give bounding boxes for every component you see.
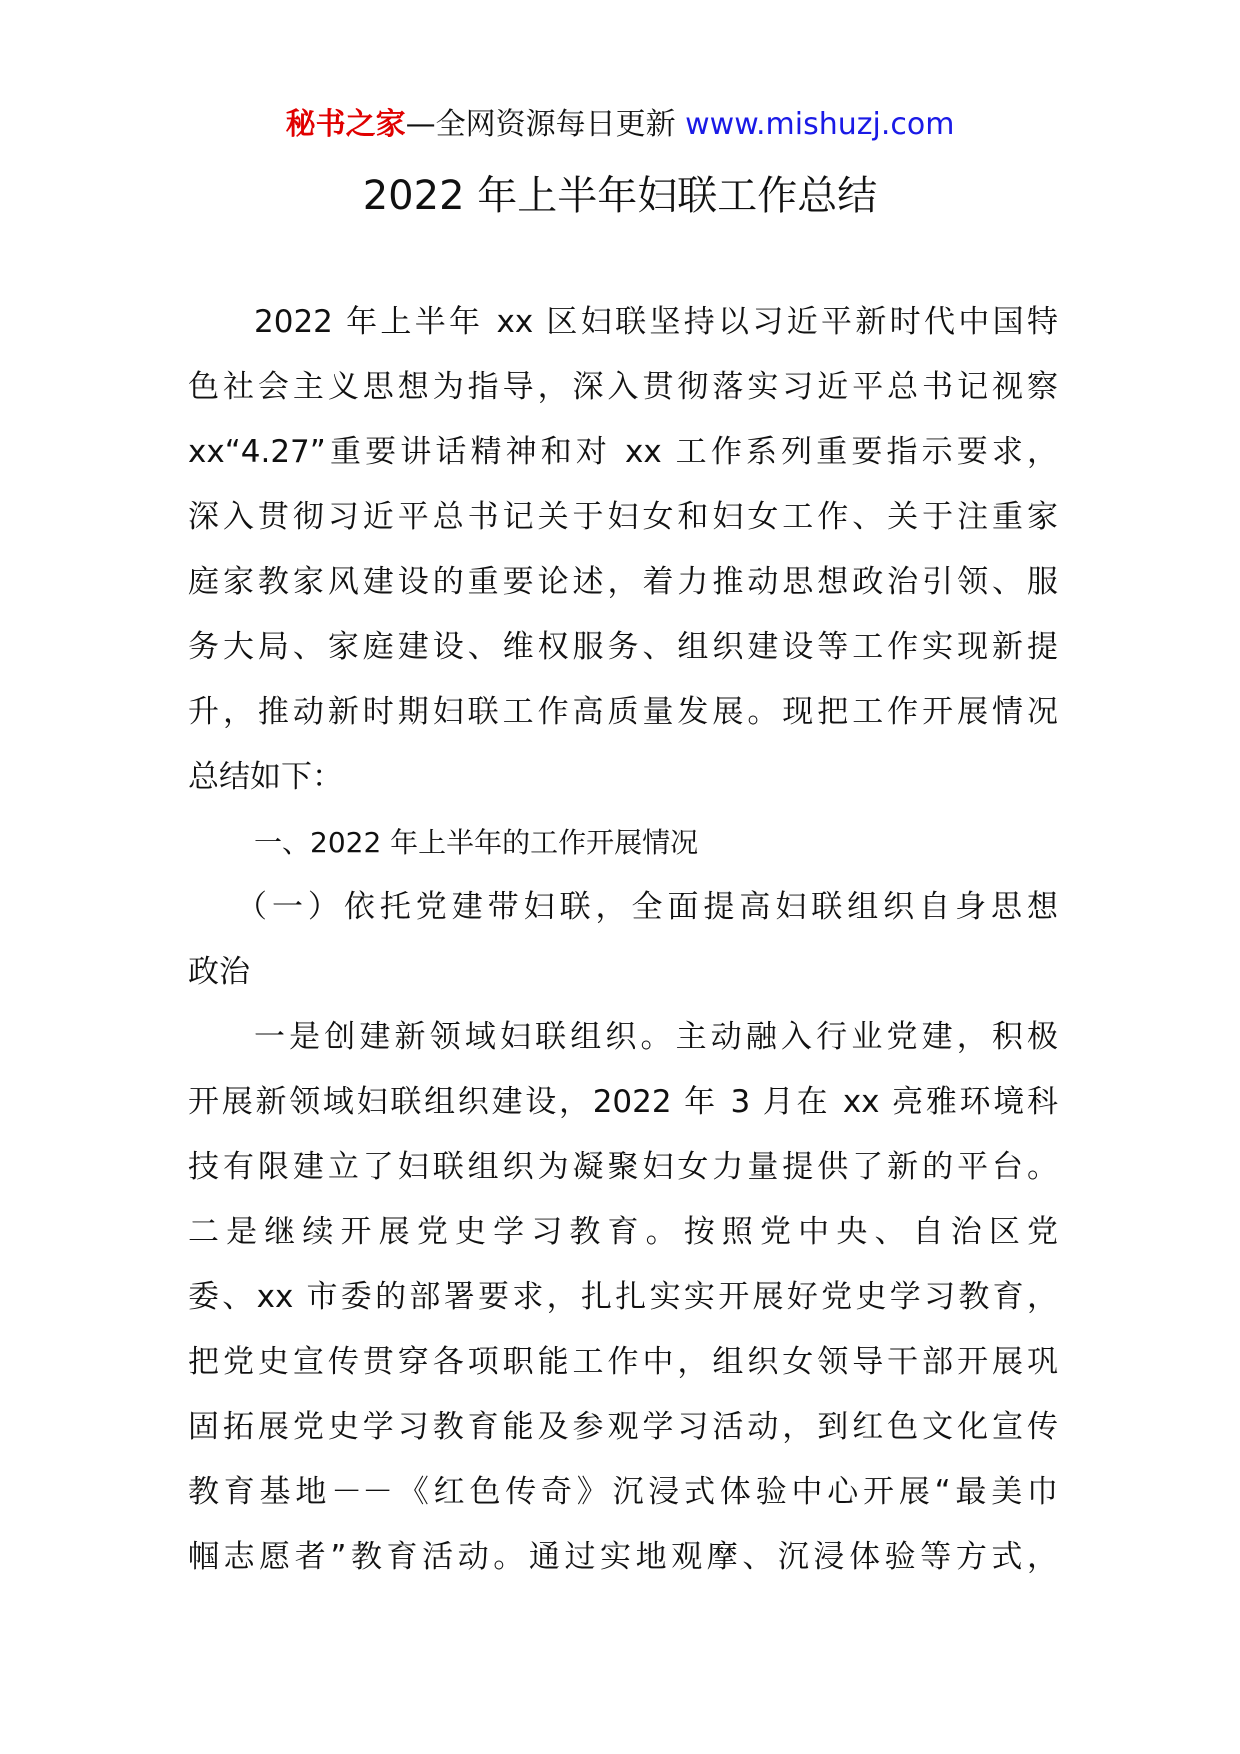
body-line: 一是创建新领域妇联组织。主动融入行业党建，积极 bbox=[254, 1019, 1058, 1055]
body-line: 教育基地－－《红色传奇》沉浸式体验中心开展“最美巾 bbox=[188, 1474, 1058, 1510]
body-line: 二是继续开展党史学习教育。按照党中央、自治区党 bbox=[188, 1214, 1058, 1250]
body-line: 把党史宣传贯穿各项职能工作中，组织女领导干部开展巩 bbox=[188, 1344, 1058, 1380]
site-brand: 秘书之家 bbox=[285, 107, 406, 142]
site-url-link[interactable]: www.mishuzj.com bbox=[685, 107, 955, 142]
document-body bbox=[188, 290, 1058, 1590]
section-heading: 一、2022 年上半年的工作开展情况 bbox=[254, 826, 699, 859]
body-line: 技有限建立了妇联组织为凝聚妇女力量提供了新的平台。 bbox=[188, 1149, 1058, 1185]
body-line: 务大局、家庭建设、维权服务、组织建设等工作实现新提 bbox=[188, 629, 1058, 665]
site-header bbox=[0, 100, 1240, 150]
subsection-heading: （一）依托党建带妇联，全面提高妇联组织自身思想 bbox=[236, 889, 1058, 925]
body-line: 升，推动新时期妇联工作高质量发展。现把工作开展情况 bbox=[188, 694, 1058, 730]
body-line: xx“4.27”重要讲话精神和对 xx 工作系列重要指示要求， bbox=[188, 434, 1058, 470]
site-tagline: —全网资源每日更新 bbox=[405, 107, 686, 142]
body-line: 帼志愿者”教育活动。通过实地观摩、沉浸体验等方式， bbox=[188, 1539, 1058, 1575]
body-line: 2022 年上半年 xx 区妇联坚持以习近平新时代中国特 bbox=[254, 304, 1058, 340]
body-line: 深入贯彻习近平总书记关于妇女和妇女工作、关于注重家 bbox=[188, 499, 1058, 535]
body-line: 委、xx 市委的部署要求，扎扎实实开展好党史学习教育， bbox=[188, 1279, 1058, 1315]
body-line: 色社会主义思想为指导，深入贯彻落实习近平总书记视察 bbox=[188, 369, 1058, 405]
body-line: 庭家教家风建设的重要论述，着力推动思想政治引领、服 bbox=[188, 564, 1058, 600]
subsection-heading-cont: 政治 bbox=[188, 954, 250, 990]
document-title: 2022 年上半年妇联工作总结 bbox=[362, 173, 878, 219]
body-line: 固拓展党史学习教育能及参观学习活动，到红色文化宣传 bbox=[188, 1409, 1058, 1445]
body-line: 开展新领域妇联组织建设，2022 年 3 月在 xx 亮雅环境科 bbox=[188, 1084, 1058, 1120]
body-line: 总结如下： bbox=[188, 759, 343, 795]
